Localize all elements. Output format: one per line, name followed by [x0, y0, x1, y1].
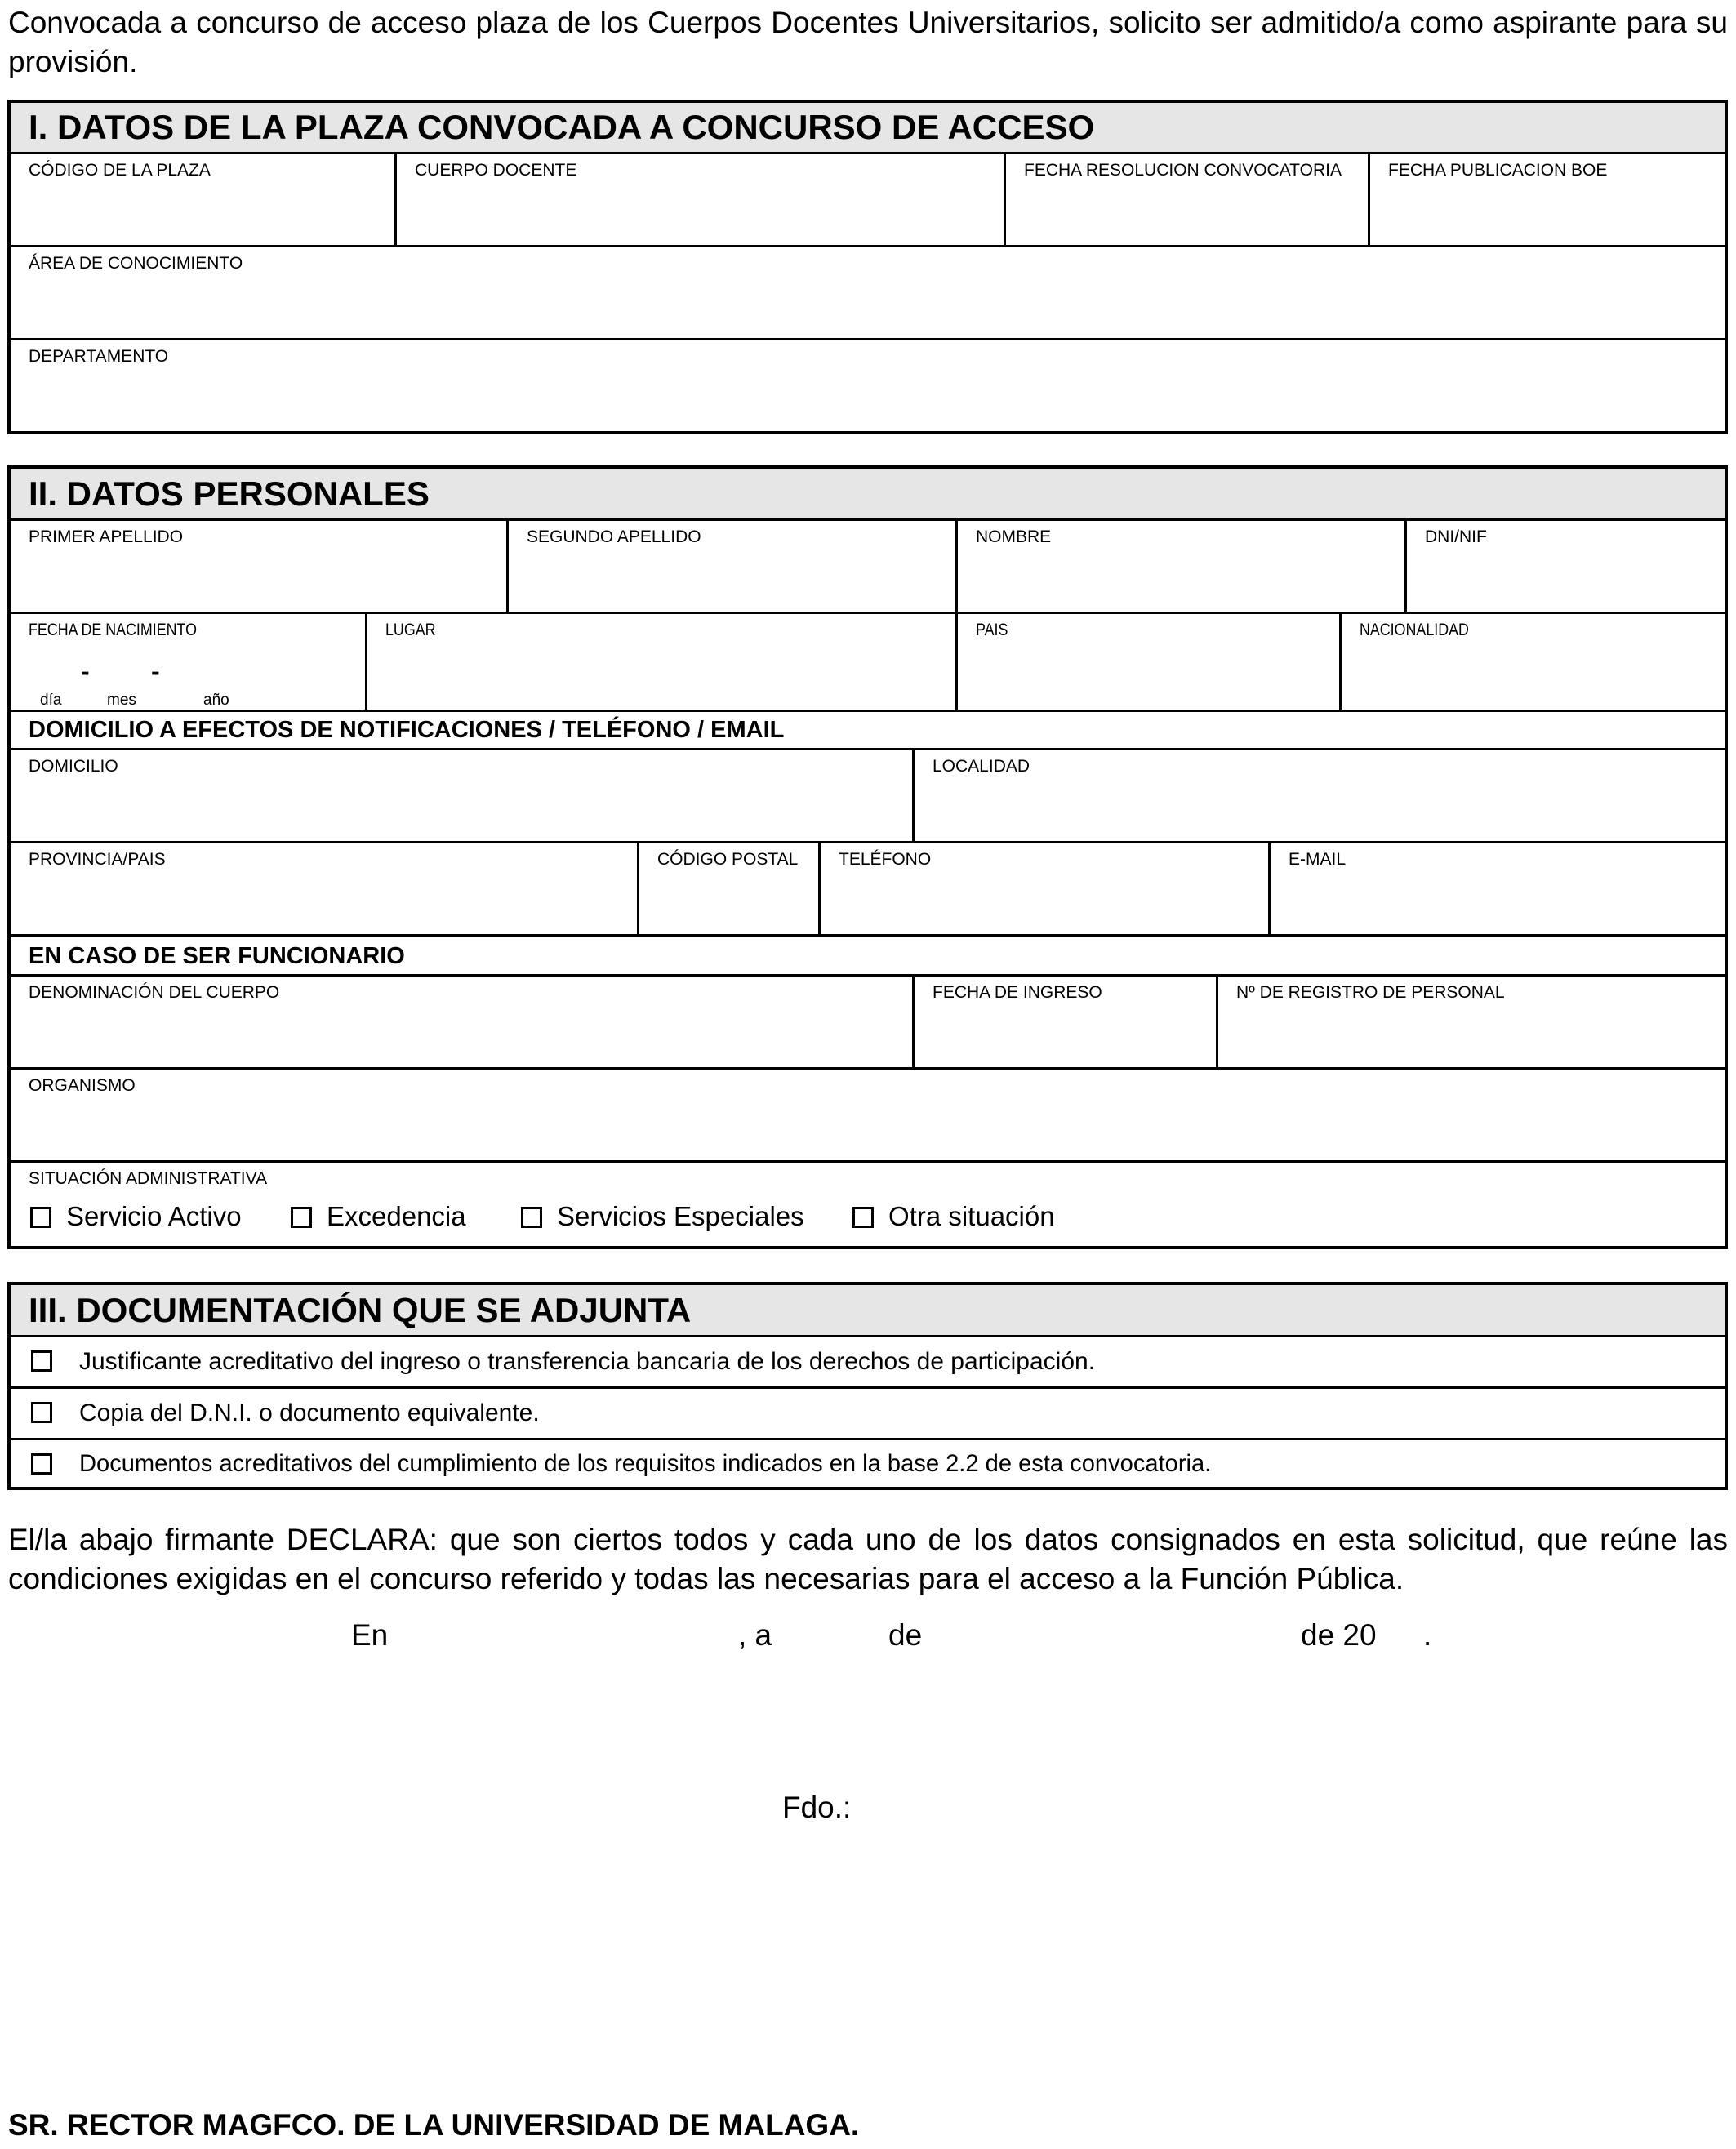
row-funcionario-head	[11, 937, 1725, 977]
cell-localidad[interactable]	[912, 750, 1725, 841]
row-provincia	[11, 843, 1725, 937]
label-localidad: LOCALIDAD	[933, 757, 1030, 776]
label-mes: mes	[107, 692, 136, 709]
subhead-domicilio: DOMICILIO A EFECTOS DE NOTIFICACIONES / TELÉFONO / EMAIL	[29, 717, 785, 743]
checkbox-doc-justificante[interactable]	[31, 1350, 52, 1372]
doc-row-2	[11, 1389, 1725, 1440]
cell-domicilio[interactable]	[11, 750, 912, 841]
cell-email[interactable]	[1268, 843, 1725, 934]
checkbox-doc-requisitos[interactable]	[31, 1453, 52, 1475]
label-situacion: SITUACIÓN ADMINISTRATIVA	[29, 1169, 268, 1188]
label-dni: DNI/NIF	[1425, 527, 1487, 546]
section-plaza-title: I. DATOS DE LA PLAZA CONVOCADA A CONCURSO DE ACCESO	[11, 103, 1725, 154]
section-documentacion	[7, 1282, 1728, 1490]
row-area[interactable]	[11, 247, 1725, 340]
label-fecha-nacimiento: FECHA DE NACIMIENTO	[29, 621, 197, 639]
doc-row-1	[11, 1337, 1725, 1389]
label-email: E-MAIL	[1289, 850, 1347, 869]
label-fecha-ingreso: FECHA DE INGRESO	[933, 983, 1102, 1002]
doc-requisitos: Documentos acreditativos del cumplimiento de los requisitos indicados en la base 2.2 de esta convocatoria.	[79, 1450, 1212, 1477]
subhead-funcionario: EN CASO DE SER FUNCIONARIO	[29, 943, 405, 969]
doc-row-3	[11, 1440, 1725, 1487]
row-names	[11, 521, 1725, 614]
date-line-period: .	[1423, 1618, 1432, 1652]
section-personal-title: II. DATOS PERSONALES	[11, 469, 1725, 521]
cell-nacionalidad[interactable]	[1339, 614, 1725, 710]
cell-nombre[interactable]	[955, 521, 1404, 612]
checkbox-otra-situacion[interactable]	[852, 1207, 874, 1228]
label-anio: año	[203, 692, 229, 709]
row-domicilio-head	[11, 712, 1725, 750]
cell-codigo-plaza[interactable]	[11, 154, 394, 245]
row-organismo[interactable]	[11, 1070, 1725, 1163]
firma-label: Fdo.:	[782, 1791, 852, 1824]
checkbox-excedencia[interactable]	[291, 1207, 312, 1228]
row-departamento[interactable]	[11, 340, 1725, 431]
row-cuerpo	[11, 977, 1725, 1070]
label-fecha-boe: FECHA PUBLICACION BOE	[1388, 161, 1608, 180]
cell-fecha-resolucion[interactable]	[1004, 154, 1368, 245]
option-excedencia: Excedencia	[327, 1201, 466, 1231]
cell-provincia[interactable]	[11, 843, 637, 934]
label-nombre: NOMBRE	[976, 527, 1052, 546]
cell-fecha-boe[interactable]	[1368, 154, 1725, 245]
cell-registro[interactable]	[1216, 977, 1725, 1067]
footer-rector: SR. RECTOR MAGFCO. DE LA UNIVERSIDAD DE MALAGA.	[8, 2108, 860, 2142]
label-cuerpo-docente: CUERPO DOCENTE	[415, 161, 577, 180]
label-codigo-plaza: CÓDIGO DE LA PLAZA	[29, 161, 211, 180]
date-line-de: de	[888, 1618, 923, 1652]
checkbox-servicio-activo[interactable]	[30, 1207, 51, 1228]
label-primer-apellido: PRIMER APELLIDO	[29, 527, 184, 546]
section-personal	[7, 465, 1728, 1249]
label-departamento: DEPARTAMENTO	[29, 347, 169, 366]
intro-text: Convocada a concurso de acceso plaza de los Cuerpos Docentes Universitarios, solicito ser admitido/a como aspirante para su provisión.	[8, 6, 1728, 78]
section-plaza	[7, 100, 1728, 434]
option-otra-situacion: Otra situación	[888, 1201, 1055, 1231]
doc-dni: Copia del D.N.I. o documento equivalente.	[79, 1399, 540, 1426]
option-servicios-especiales: Servicios Especiales	[557, 1201, 804, 1231]
declaration-text: El/la abajo firmante DECLARA: que son ciertos todos y cada uno de los datos consignados en esta solicitud, que reúne las condiciones exigidas en el concurso referido y todas las necesarias para el acceso a la Función Pública.	[8, 1523, 1728, 1595]
cell-pais[interactable]	[955, 614, 1339, 710]
cell-fecha-ingreso[interactable]	[912, 977, 1216, 1067]
label-provincia: PROVINCIA/PAIS	[29, 850, 166, 869]
cell-denominacion[interactable]	[11, 977, 912, 1067]
label-domicilio: DOMICILIO	[29, 757, 118, 776]
doc-justificante: Justificante acreditativo del ingreso o transferencia bancaria de los derechos de participación.	[79, 1348, 1096, 1375]
checkbox-servicios-especiales[interactable]	[521, 1207, 542, 1228]
checkbox-doc-dni[interactable]	[31, 1402, 52, 1423]
label-pais: PAIS	[976, 621, 1008, 639]
date-line-a: , a	[738, 1618, 772, 1652]
date-line-de20: de 20	[1301, 1618, 1377, 1652]
label-codigo-postal: CÓDIGO POSTAL	[657, 850, 799, 869]
label-organismo: ORGANISMO	[29, 1076, 136, 1095]
label-telefono: TELÉFONO	[839, 850, 932, 869]
row-plaza-codes	[11, 154, 1725, 247]
cell-segundo-apellido[interactable]	[506, 521, 955, 612]
label-area: ÁREA DE CONOCIMIENTO	[29, 254, 243, 273]
cell-cuerpo-docente[interactable]	[394, 154, 1004, 245]
row-domicilio	[11, 750, 1725, 843]
label-dia: día	[40, 692, 62, 709]
option-servicio-activo: Servicio Activo	[66, 1201, 242, 1231]
cell-primer-apellido[interactable]	[11, 521, 506, 612]
label-denominacion: DENOMINACIÓN DEL CUERPO	[29, 983, 280, 1002]
cell-lugar[interactable]	[365, 614, 955, 710]
row-birth	[11, 614, 1725, 712]
date-line-en: En	[351, 1618, 389, 1652]
cell-telefono[interactable]	[818, 843, 1268, 934]
label-segundo-apellido: SEGUNDO APELLIDO	[527, 527, 701, 546]
row-situacion	[11, 1163, 1725, 1246]
cell-dni[interactable]	[1404, 521, 1725, 612]
section-documentacion-title: III. DOCUMENTACIÓN QUE SE ADJUNTA	[11, 1285, 1725, 1337]
label-registro: Nº DE REGISTRO DE PERSONAL	[1236, 983, 1505, 1002]
date-dash-2: -	[151, 656, 160, 686]
label-lugar: LUGAR	[385, 621, 436, 639]
cell-codigo-postal[interactable]	[637, 843, 818, 934]
cell-fecha-nacimiento[interactable]	[11, 614, 365, 710]
date-dash-1: -	[81, 656, 90, 686]
label-nacionalidad: NACIONALIDAD	[1360, 621, 1469, 639]
label-fecha-resolucion: FECHA RESOLUCION CONVOCATORIA	[1024, 161, 1342, 180]
